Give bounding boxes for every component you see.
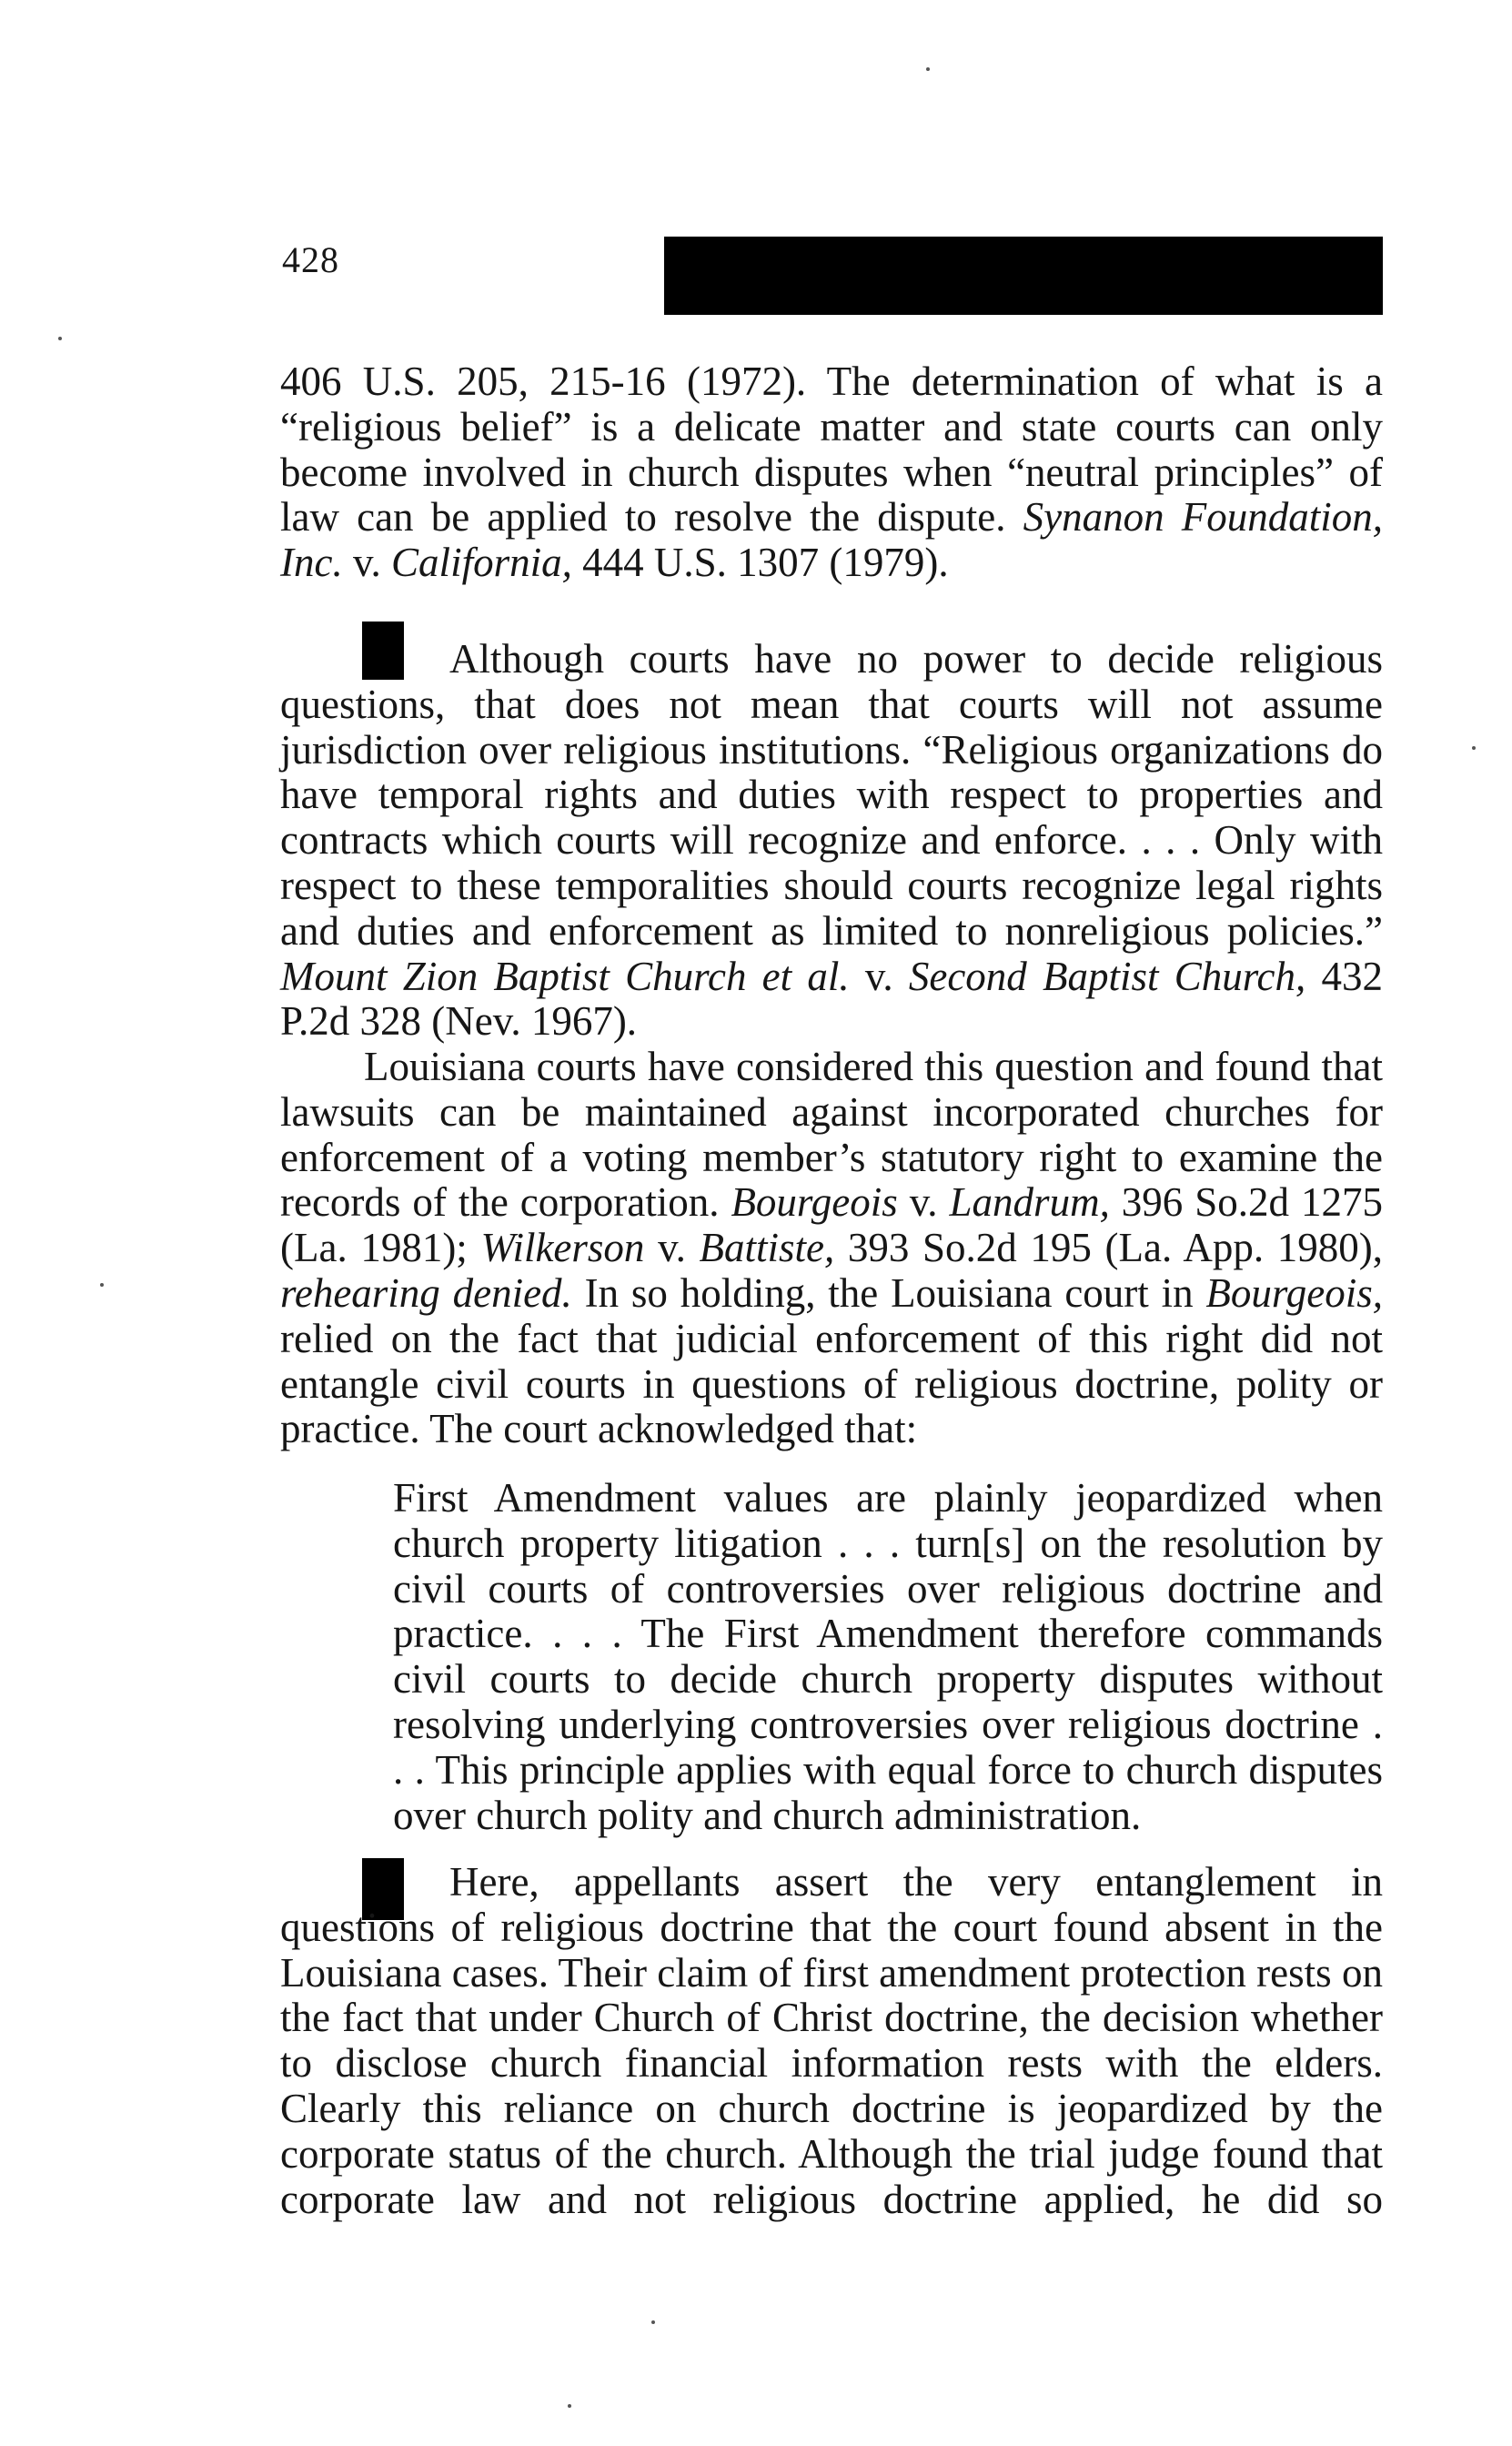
scan-speck	[651, 2320, 655, 2324]
rehearing-denied-note: rehearing denied.	[280, 1269, 572, 1316]
paragraph-3-text-g: relied on the fact that judicial enforcement of this right did not entangle civil courts in questions of religious doctrine, polity or practice. The court acknowledged that:	[280, 1315, 1383, 1452]
paragraph-1	[280, 359, 1383, 586]
case-name-california: California,	[391, 540, 572, 586]
paragraph-3-text-e: 393 So.2d 195 (La. App. 1980),	[834, 1225, 1384, 1271]
paragraph-3-text-a: Louisiana courts have considered this question and found that lawsuits can be maintained against incorporated churches for enforcement of a voting member’s statutory right to examine the records of the corporation.	[280, 1044, 1383, 1226]
scan-speck	[568, 2404, 571, 2408]
block-quote: First Amendment values are plainly jeopardized when church property litigation . . . turn[s] on the resolution by civil courts of controversies over religious doctrine and practice. . . . The First Amendment therefore commands civil courts to decide church property disputes without resolving underlying controversies over religious doctrine . . . This principle applies with equal force to church disputes over church polity and church administration.	[393, 1475, 1383, 1838]
scan-speck	[1472, 746, 1476, 750]
paragraph-1-text-a: 406 U.S. 205, 215-16 (1972). The determination of what is a “religious belief” is a delicate matter and state courts can only become involved in church disputes when “neutral principles” of law can be applied to resolve the dispute.	[280, 359, 1383, 541]
case-name-landrum: Landrum,	[949, 1179, 1110, 1226]
paragraph-3	[280, 1045, 1383, 1452]
paragraph-2-text-a: Although courts have no power to decide religious questions, that does not mean that courts will not assume jurisdiction over religious institutions. “Religious organizations do have temporal rights and duties with respect to properties and contracts which courts will recognize and enforce. . . . Only with respect to these temporalities should courts recognize legal rights and duties and enforcement as limited to nonreligious policies.”	[280, 636, 1383, 954]
paragraph-2-text-b: v.	[849, 953, 909, 999]
paragraph-1-text-c: 444 U.S. 1307 (1979).	[571, 540, 949, 586]
scan-speck	[926, 67, 930, 71]
paragraph-3-text-f: In so holding, the Louisiana court in	[571, 1269, 1206, 1316]
paragraph-2-text-c: 432 P.2d 328 (Nev. 1967).	[280, 953, 1383, 1045]
header-redaction-bar	[664, 237, 1383, 315]
scan-speck	[58, 337, 62, 340]
paragraph-3-text-c: 396 So.2d 1275 (La. 1981);	[280, 1179, 1384, 1271]
paragraph-4: Here, appellants assert the very entanglement in questions of religious doctrine that the court found absent in the Louisiana cases. Their claim of first amendment protection rests on the fact that under Church of Christ doctrine, the decision whether to disclose church financial information rests with the elders. Clearly this reliance on church doctrine is jeopardized by the corporate status of the church. Although the trial judge found that corporate law and not religious doctrine applied, he did so	[280, 1859, 1383, 2222]
case-name-synanon: Synanon Foundation, Inc.	[280, 494, 1383, 586]
case-name-bourgeois: Bourgeois	[731, 1179, 898, 1226]
page-number: 428	[282, 239, 339, 280]
paragraph-3-text-d: v.	[644, 1225, 700, 1271]
paragraph-3-text-b: v.	[897, 1179, 950, 1226]
case-name-bourgeois-2: Bourgeois,	[1205, 1269, 1383, 1316]
paragraph-2	[280, 637, 1383, 1045]
case-name-mount-zion: Mount Zion Baptist Church et al.	[280, 953, 850, 999]
case-name-battiste: Battiste,	[699, 1225, 835, 1271]
scan-speck	[100, 1283, 104, 1287]
paragraph-1-text-b: v.	[342, 540, 392, 586]
case-name-wilkerson: Wilkerson	[480, 1225, 645, 1271]
case-name-second-baptist: Second Baptist Church,	[908, 953, 1306, 999]
